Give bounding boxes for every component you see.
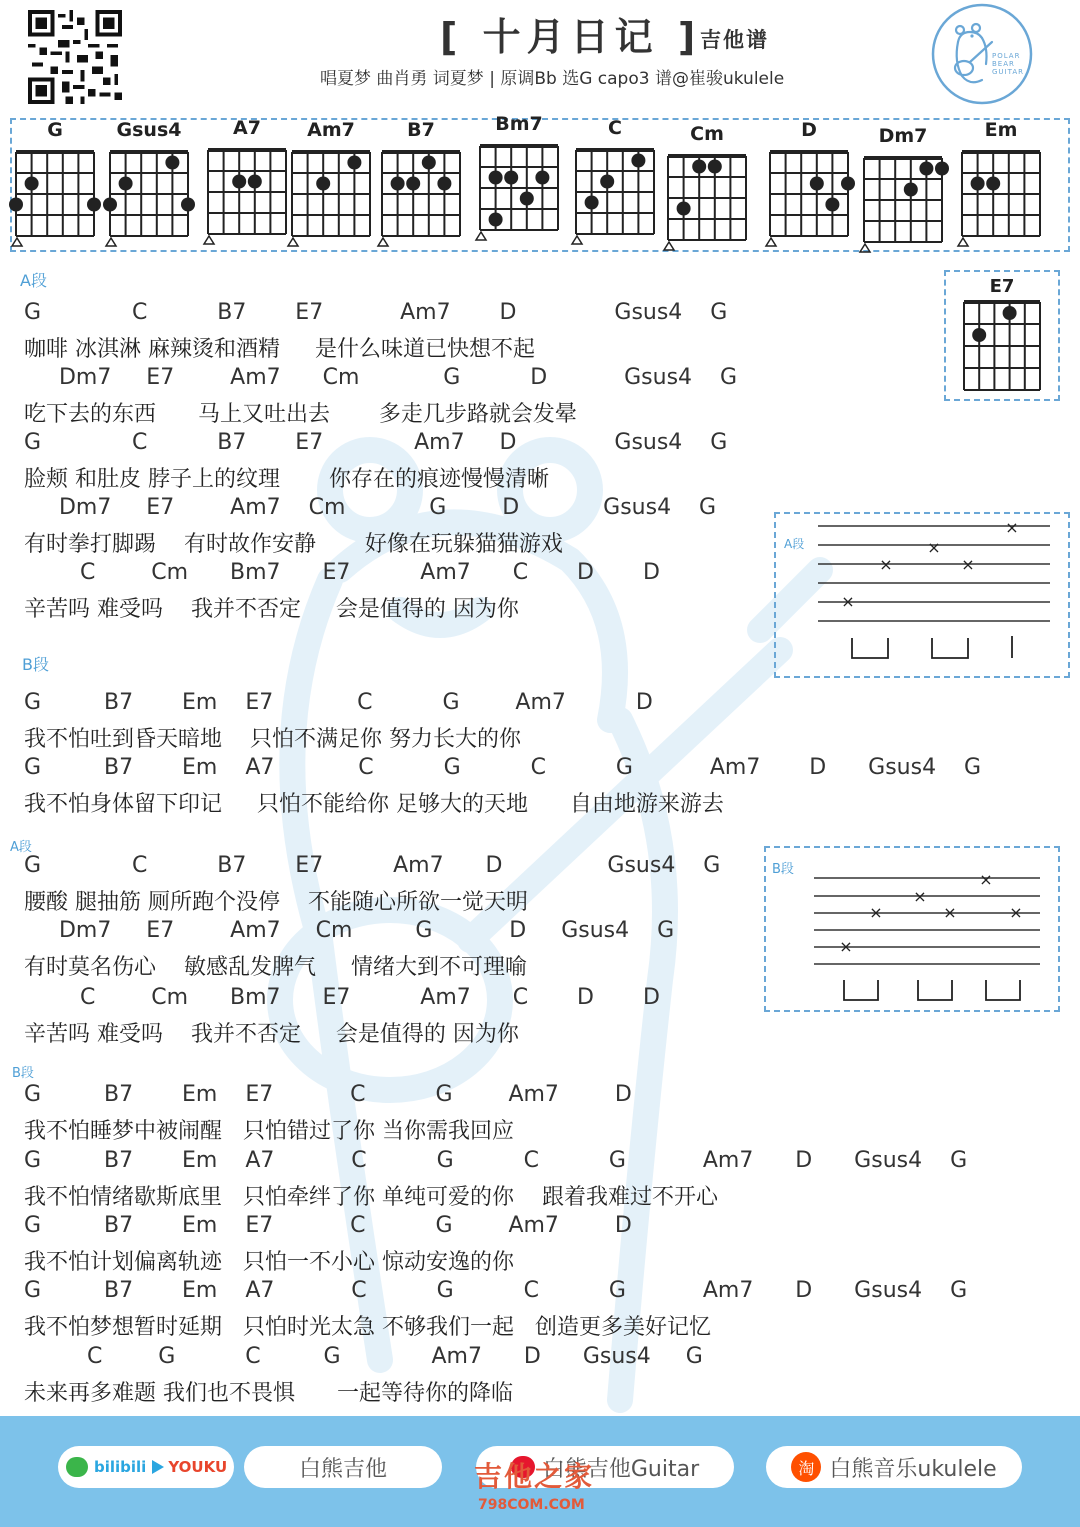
- chord-name: Dm7: [878, 125, 928, 147]
- lyric-line: 吃下去的东西 马上又吐出去 多走几步路就会发晕: [24, 402, 577, 427]
- lyric-line: 我不怕身体留下印记 只怕不能给你 足够大的天地 自由地游来游去: [24, 792, 724, 817]
- chord-name: Em: [984, 119, 1018, 141]
- chord-line: G B7 Em A7 C G C G Am7 D Gsus4 G: [24, 1148, 968, 1173]
- lyric-line: 我不怕梦想暂时延期 只怕时光太急 不够我们一起 创造更多美好记忆: [24, 1315, 711, 1340]
- logo-text-bear: BEAR: [992, 60, 1015, 68]
- platform-pill: [58, 1446, 234, 1488]
- chord-line: G C B7 E7 Am7 D Gsus4 G: [24, 430, 728, 455]
- chord-line: C Cm Bm7 E7 Am7 C D D: [24, 985, 660, 1010]
- lyric-line: 我不怕睡梦中被闹醒 只怕错过了你 当你需我回应: [24, 1119, 514, 1144]
- site-watermark-url: 798COM.COM: [478, 1497, 585, 1513]
- svg-text:×: ×: [961, 555, 975, 574]
- chord-name: Bm7: [495, 113, 543, 135]
- chord-line: C G C G Am7 D Gsus4 G: [24, 1344, 703, 1369]
- tab-type-label: 吉他谱: [700, 28, 769, 52]
- song-title: [ 十月日记 ]: [440, 15, 702, 59]
- section-label-b1: B段: [22, 655, 49, 674]
- chord-line: G B7 Em A7 C G C G Am7 D Gsus4 G: [24, 755, 982, 780]
- section-label-a2: A段: [10, 840, 32, 855]
- youku-logo: YOUKU: [168, 1458, 228, 1476]
- svg-text:×: ×: [927, 538, 941, 557]
- logo-text-guitar: GUITAR: [992, 68, 1024, 76]
- bilibili-logo: bilibili: [94, 1458, 147, 1476]
- wechat-icon: [66, 1457, 88, 1477]
- pill-baixiong-guitar: 白熊吉他: [244, 1446, 442, 1488]
- chord-name: G: [47, 119, 63, 141]
- chord-name: C: [608, 117, 622, 139]
- svg-text:×: ×: [1009, 903, 1023, 922]
- credits-line: 唱夏梦 曲肖勇 词夏梦 | 原调Bb 选G capo3 谱@崔骏ukulele: [320, 69, 785, 89]
- lyric-line: 有时拳打脚踢 有时故作安静 好像在玩躲猫猫游戏: [24, 532, 563, 557]
- chord-name: A7: [233, 117, 261, 139]
- rhythm-label-a: A段: [784, 537, 805, 551]
- youku-play-icon: [152, 1460, 164, 1474]
- chord-line: Dm7 E7 Am7 Cm G D Gsus4 G: [24, 918, 675, 943]
- svg-text:×: ×: [1005, 518, 1019, 537]
- svg-text:×: ×: [841, 592, 855, 611]
- section-label-a1: A段: [20, 271, 47, 290]
- taobao-icon: 淘: [791, 1452, 821, 1482]
- lyric-line: 我不怕计划偏离轨迹 只怕一不小心 惊动安逸的你: [24, 1250, 514, 1275]
- lyric-line: 我不怕吐到昏天暗地 只怕不满足你 努力长大的你: [24, 727, 521, 752]
- svg-text:×: ×: [943, 903, 957, 922]
- logo-text-polar: POLAR: [992, 52, 1021, 60]
- rhythm-label-b: B段: [772, 862, 794, 877]
- chord-line: Dm7 E7 Am7 Cm G D Gsus4 G: [24, 365, 738, 390]
- chord-name: Gsus4: [116, 119, 182, 141]
- lyric-line: 辛苦吗 难受吗 我并不否定 会是值得的 因为你: [24, 1022, 519, 1047]
- chord-line: G C B7 E7 Am7 D Gsus4 G: [24, 853, 721, 878]
- lyric-line: 腰酸 腿抽筋 厕所跑个没停 不能随心所欲一觉天明: [24, 890, 528, 915]
- chord-name: Cm: [690, 123, 724, 145]
- svg-text:×: ×: [913, 887, 927, 906]
- e7-chord-name: E7: [989, 276, 1015, 297]
- chord-name: Am7: [307, 119, 355, 141]
- lyric-line: 辛苦吗 难受吗 我并不否定 会是值得的 因为你: [24, 597, 519, 622]
- chord-line: G B7 Em A7 C G C G Am7 D Gsus4 G: [24, 1278, 968, 1303]
- svg-text:×: ×: [869, 903, 883, 922]
- chord-line: G B7 Em E7 C G Am7 D: [24, 690, 653, 715]
- pill-taobao-label: 白熊音乐ukulele: [829, 1456, 997, 1482]
- lyric-line: 未来再多难题 我们也不畏惧 一起等待你的降临: [24, 1381, 513, 1406]
- site-watermark: 吉他之家: [474, 1460, 595, 1493]
- chord-line: C Cm Bm7 E7 Am7 C D D: [24, 560, 660, 585]
- svg-text:×: ×: [879, 555, 893, 574]
- lyric-line: 有时莫名伤心 敏感乱发脾气 情绪大到不可理喻: [24, 955, 527, 980]
- lyric-line: 我不怕情绪歇斯底里 只怕牵绊了你 单纯可爱的你 跟着我难过不开心: [24, 1185, 718, 1210]
- chord-name: D: [801, 119, 817, 141]
- chord-line: G B7 Em E7 C G Am7 D: [24, 1082, 632, 1107]
- chord-line: G B7 Em E7 C G Am7 D: [24, 1213, 632, 1238]
- pill-taobao: [766, 1446, 1022, 1488]
- chord-line: G C B7 E7 Am7 D Gsus4 G: [24, 300, 728, 325]
- svg-text:×: ×: [979, 870, 993, 889]
- section-label-b2: B段: [12, 1066, 34, 1081]
- chord-line: Dm7 E7 Am7 Cm G D Gsus4 G: [24, 495, 717, 520]
- lyric-line: 咖啡 冰淇淋 麻辣烫和酒精 是什么味道已快想不起: [24, 337, 535, 362]
- svg-text:×: ×: [839, 937, 853, 956]
- chord-name: B7: [407, 119, 435, 141]
- lyric-line: 脸颊 和肚皮 脖子上的纹理 你存在的痕迹慢慢清晰: [24, 467, 549, 492]
- pill-weibo-label: 白熊吉他Guitar: [542, 1456, 700, 1482]
